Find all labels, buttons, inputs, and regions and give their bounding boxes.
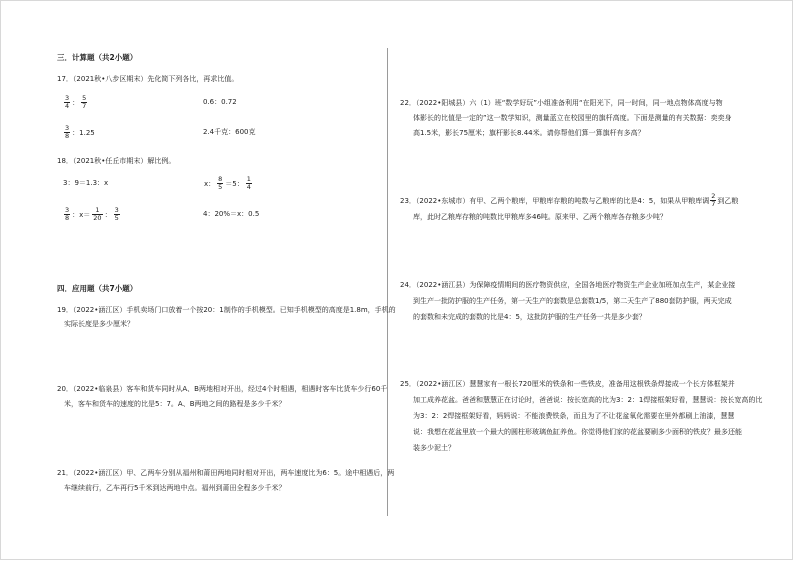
question-19-line2: 实际长度是多少厘米？ bbox=[64, 320, 134, 328]
section-4-title: 四．应用题（共7小题） bbox=[57, 284, 138, 293]
question-25-line3: 为3：2：2焊接框架好看，妈妈说：不能浪费铁条，而且为了不让花盆氧化需要在里外都刷上油漆，慧慧 bbox=[413, 412, 735, 420]
question-20-line1: 20．（2022•临泉县）客车和货车同时从A、B两地相对开出，经过4个时相遇，相遇时客车比货车少行60千 bbox=[57, 385, 388, 393]
question-21-line2: 车继续前行，乙车再行5千米到达两地中点。福州到莆田全程多少千米？ bbox=[64, 484, 286, 492]
q17-item-c: $\frac{3}{8}$ ：1.25 bbox=[65, 124, 95, 140]
question-23-line2: 库，此时乙粮库存粮的吨数比甲粮库多46吨。原来甲、乙两个粮库各存粮多少吨？ bbox=[413, 213, 667, 221]
q18-item-a: 3：9＝1.3：x bbox=[63, 179, 109, 187]
fraction: $\frac{3}{8}$ bbox=[65, 124, 70, 140]
fraction: $\frac{3}{4}$ bbox=[65, 94, 70, 110]
question-23-line1: 23．（2022•东城市）有甲、乙两个粮库，甲粮库存粮的吨数与乙粮库的比是4：5，如果从甲粮库调 $\frac{2}{7}$ 到乙粮 bbox=[400, 192, 739, 208]
question-25-line4: 说：我想在花盆里放一个最大的圆柱形玻璃鱼缸养鱼。你觉得他们家的花盆要刷多少面积的铁皮？最多还能 bbox=[413, 428, 742, 436]
fraction: $\frac{3}{8}$ bbox=[65, 206, 70, 222]
question-17: 17．（2021秋•八步区期末）先化简下列各比，再求比值。 bbox=[57, 75, 239, 83]
question-22-line3: 高1.5米，影长75厘米；旗杆影长8.44米。请你帮他们算一算旗杆有多高？ bbox=[413, 129, 645, 137]
fraction: $\frac{5}{7}$ bbox=[82, 94, 87, 110]
fraction: $\frac{8}{5}$ bbox=[218, 175, 223, 191]
question-25-line5: 装多少泥土？ bbox=[413, 444, 455, 452]
question-21-line1: 21．（2022•涵江区）甲、乙两车分别从福州和莆田两地同时相对开出，两车速度比为6：5。途中相遇后，两 bbox=[57, 469, 395, 477]
column-divider bbox=[387, 48, 388, 516]
q17-item-d: 2.4千克：600克 bbox=[203, 128, 256, 136]
question-25-line2: 加工成养花盆。爸爸和慧慧正在讨论时，爸爸说：按长宽高的比为3：2：1焊接框架好看，慧慧说：按长宽高的比 bbox=[413, 396, 763, 404]
fraction: $\frac{2}{7}$ bbox=[711, 192, 716, 208]
question-25-line1: 25．（2022•涵江区）慧慧家有一根长720厘米的铁条和一些铁皮，准备用这根铁条焊接成一个长方体框架并 bbox=[400, 380, 735, 388]
fraction: $\frac{1}{20}$ bbox=[93, 206, 102, 222]
question-22-line2: 体影长的比值是一定的”这一数学知识，测量蓝立在校园里的旗杆高度。下面是测量的有关数据：奕奕身 bbox=[413, 114, 732, 122]
question-19-line1: 19．（2022•涵江区）手机卖场门口放着一个按20：1制作的手机模型。已知手机模型的高度是1.8m，手机的 bbox=[57, 306, 396, 314]
question-24-line1: 24．（2022•涵江县）为保障疫情期间的医疗物资供应，全国各地医疗物资生产企业加班加点生产，某企业接 bbox=[400, 281, 736, 289]
fraction: $\frac{1}{4}$ bbox=[246, 175, 251, 191]
q17-item-a: $\frac{3}{4}$ ： $\frac{5}{7}$ bbox=[65, 94, 87, 110]
q18-item-b: x： $\frac{8}{5}$ ＝5： $\frac{1}{4}$ bbox=[204, 175, 251, 191]
question-20-line2: 米，客车和货车的速度的比是5：7。A、B两地之间的路程是多少千米？ bbox=[64, 400, 286, 408]
question-24-line3: 的套数和未完成的套数的比是4：5，这批防护服的生产任务一共是多少套？ bbox=[413, 313, 646, 321]
question-18: 18．（2021秋•任丘市期末）解比例。 bbox=[57, 157, 176, 165]
question-24-line2: 到生产一批防护服的生产任务，第一天生产的套数是总套数1/5，第二天生产了880套防护服，两天完成 bbox=[413, 297, 732, 305]
q18-item-c: $\frac{3}{8}$ ：x＝ $\frac{1}{20}$ ： $\frac{3}{5}$ bbox=[65, 206, 119, 222]
q17-item-b: 0.6：0.72 bbox=[203, 98, 237, 106]
q18-item-d: 4：20%＝x：0.5 bbox=[203, 210, 260, 218]
section-3-title: 三．计算题（共2小题） bbox=[57, 53, 138, 62]
question-22-line1: 22．（2022•阳城县）六（1）班“数学好玩”小组准备利用“在阳光下，同一时间，同一地点物体高度与物 bbox=[400, 99, 723, 107]
fraction: $\frac{3}{5}$ bbox=[114, 206, 119, 222]
